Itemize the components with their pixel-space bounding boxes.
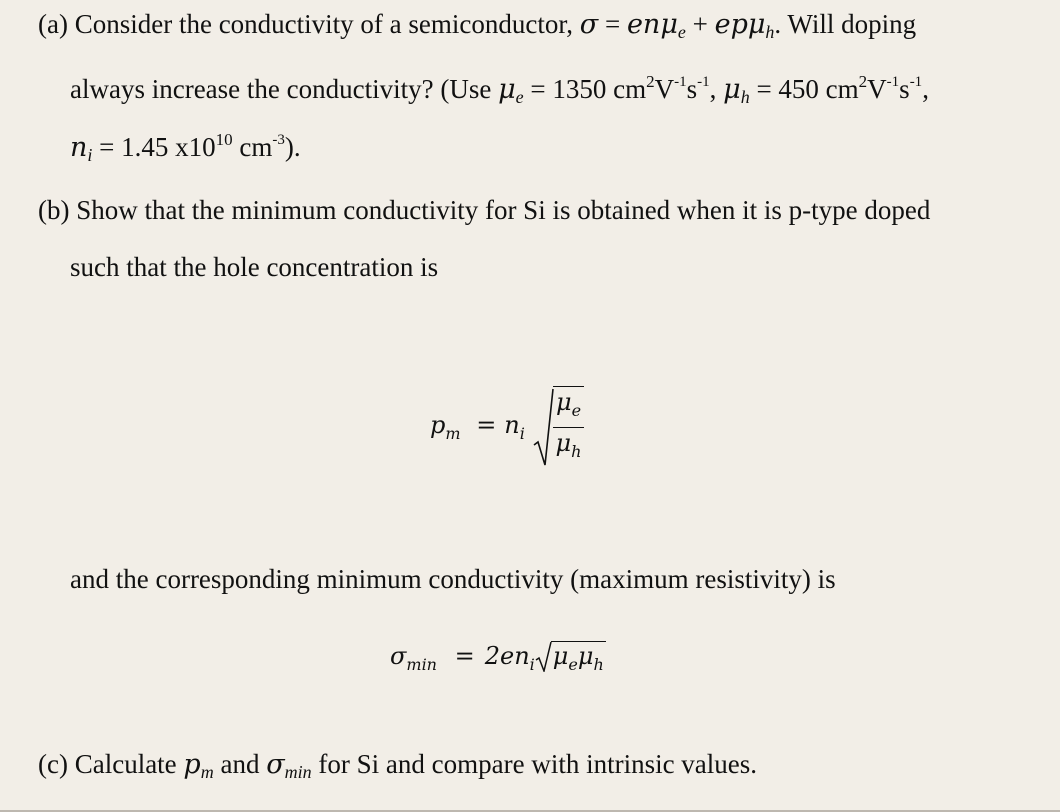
- unit2-sup-3: -1: [909, 74, 923, 90]
- part-c-line: [38, 748, 757, 788]
- eq-pm-den-sub: h: [571, 442, 582, 461]
- eq-smin-mu-h: μ: [577, 642, 594, 670]
- sqrt-sign: [533, 388, 553, 466]
- term-en-mu-sub: e: [677, 22, 686, 42]
- unit2-s: s: [899, 74, 910, 104]
- part-a-line1-end: . Will doping: [774, 9, 917, 39]
- part-b-line-3: and the corresponding minimum conductivity (maximum resistivity) is: [70, 564, 836, 594]
- unit2-v: V: [867, 74, 887, 104]
- eq-pm-lhs: p: [430, 410, 446, 439]
- eq-smin-coef-sub: i: [529, 655, 535, 674]
- mu-e-value: = 1350 cm: [523, 74, 647, 104]
- ni-symbol: n: [70, 132, 88, 163]
- equation-pm: [430, 386, 584, 467]
- part-a-line-1: [38, 8, 916, 48]
- term-ep-mu-sub: h: [765, 22, 775, 42]
- mu-h-symbol: μ: [723, 74, 741, 105]
- eq-smin-lhs: σ: [390, 642, 407, 670]
- eq-smin-lhs-sub: min: [406, 655, 437, 674]
- part-a-line2-text: always increase the conductivity? (Use: [70, 74, 499, 104]
- part-c-post: for Si and compare with intrinsic values.: [311, 749, 758, 779]
- part-b-line-2: such that the hole concentration is: [70, 252, 439, 282]
- eq-smin-mu-h-sub: h: [593, 655, 604, 674]
- part-c-pre: (c) Calculate: [38, 749, 184, 779]
- part-c-sigma: σ: [266, 749, 285, 780]
- eq-pm-equals: =: [476, 410, 497, 439]
- eq-pm-fraction: [553, 386, 585, 467]
- eq-pm-ni: n: [504, 410, 520, 439]
- part-c-pm-sub: m: [200, 762, 214, 782]
- mu-h-sub: h: [740, 87, 750, 107]
- term-ep-mu: epμ: [714, 9, 766, 40]
- ni-sub: i: [87, 145, 93, 165]
- radical-icon: [533, 387, 555, 467]
- unit-sup-3: -1: [697, 74, 710, 90]
- unit-sup-2: -1: [674, 74, 687, 90]
- part-a-line-3: [70, 124, 301, 171]
- unit-v: V: [654, 74, 675, 104]
- eq-smin-mu-e-sub: e: [568, 655, 578, 674]
- term-en-mu: enμ: [626, 9, 678, 40]
- ni-unit-sup: -3: [272, 132, 285, 148]
- sigma-symbol: σ: [579, 9, 599, 40]
- eq-pm-num-sub: e: [571, 401, 582, 420]
- eq-pm-num: μ: [555, 388, 572, 416]
- unit2-sup-1: 2: [858, 72, 868, 91]
- plus-sign: +: [692, 9, 708, 39]
- eq-smin-coef: 2en: [484, 642, 530, 670]
- mu-h-value: = 450 cm: [749, 74, 859, 104]
- part-a-line-2: [70, 66, 929, 113]
- mu-e-sub: e: [515, 87, 524, 107]
- eq-pm-den: μ: [555, 429, 572, 457]
- ni-exponent: 10: [215, 130, 233, 149]
- sqrt-sign-2: [535, 642, 551, 672]
- equation-sigma-min: [390, 642, 606, 674]
- unit-sup-1: 2: [646, 72, 655, 91]
- unit2-sup-2: -1: [886, 74, 900, 90]
- eq-smin-radicand: [551, 641, 606, 674]
- part-c-sigma-sub: min: [284, 762, 312, 782]
- unit-s: s: [686, 74, 698, 104]
- part-a-line3-end: ).: [284, 132, 301, 162]
- ni-value: = 1.45 x10: [92, 132, 216, 162]
- eq-smin-equals: =: [454, 642, 475, 670]
- radical-icon-2: [535, 640, 553, 672]
- mu-e-symbol: μ: [498, 74, 516, 105]
- part-c-mid: and: [213, 749, 267, 779]
- ni-unit: cm: [232, 132, 273, 162]
- part-a-line2-end: ,: [922, 74, 929, 104]
- part-b-line-1: (b) Show that the minimum conductivity for Si is obtained when it is p-type doped: [38, 195, 931, 225]
- separator-comma: ,: [709, 74, 724, 104]
- eq-pm-ni-sub: i: [519, 423, 525, 443]
- eq-smin-mu-e: μ: [552, 642, 569, 670]
- part-a-line1-text: (a) Consider the conductivity of a semiconductor,: [38, 9, 580, 39]
- part-c-pm: p: [183, 749, 201, 780]
- eq-pm-lhs-sub: m: [445, 423, 461, 443]
- equals-sign: =: [604, 9, 621, 39]
